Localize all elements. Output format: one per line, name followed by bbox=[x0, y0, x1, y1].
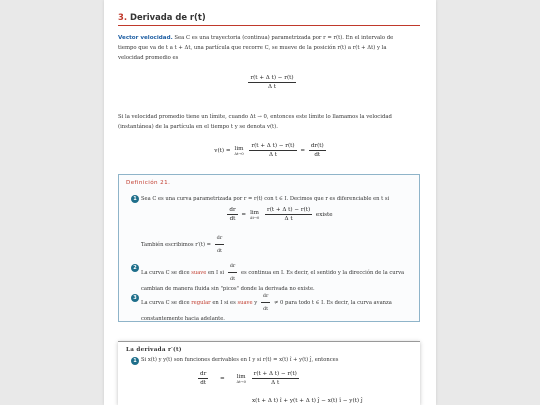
intro-line-3: velocidad promedio es bbox=[118, 55, 179, 61]
low-eq-num: r(t + Δ t) − r(t) bbox=[253, 371, 297, 377]
definition-item-1-badge: 1 bbox=[131, 195, 139, 203]
def3-frac-num: dr bbox=[261, 291, 271, 303]
def3-post: ≠ 0 para todo t ∈ I. Es decir, la curva avanza bbox=[274, 300, 392, 306]
def1-also-den: dt bbox=[216, 248, 223, 254]
intro-line-2: tiempo que va de t a t + Δt, una partícula que recorre C, se mueve de la posición r(t) a r(t + Δt) y la bbox=[118, 45, 387, 51]
definition-item-2-text bbox=[141, 261, 411, 294]
definition-item-3-text bbox=[141, 291, 411, 324]
def1-also-text: También escribimos r′(t) = bbox=[141, 242, 212, 248]
def3-word-suave: suave bbox=[237, 300, 253, 306]
section-title bbox=[118, 12, 206, 22]
section-number: 3. bbox=[118, 12, 128, 22]
low-eq-lim-sub: Δt→0 bbox=[236, 379, 246, 384]
eq2-rhs-denominator: dt bbox=[314, 152, 321, 158]
def3-frac-den: dt bbox=[262, 306, 269, 312]
def1-eq-equals: = bbox=[241, 212, 247, 218]
def2-pre: La curva C se dice bbox=[141, 270, 190, 276]
def2-word-suave: suave bbox=[191, 270, 207, 276]
eq2-equals: = bbox=[300, 148, 306, 154]
def3-pre: La curva C se dice bbox=[141, 300, 190, 306]
definition-item-2-badge: 2 bbox=[131, 264, 139, 272]
low-eq-lhs-den: dt bbox=[200, 380, 207, 386]
derivative-box-rule bbox=[118, 341, 420, 342]
definition-title: Definición 21. bbox=[126, 180, 171, 186]
equation-average-velocity bbox=[232, 75, 312, 90]
def3-mid: en I si es bbox=[212, 300, 236, 306]
eq2-lim: lim bbox=[234, 145, 244, 152]
def2-mid: en I si bbox=[207, 270, 225, 276]
def1-eq-lhs-num: dr bbox=[229, 207, 236, 213]
derivative-item-1-text: Si x(t) y y(t) son funciones derivables en I y si r(t) = x(t) î + y(t) ĵ, entonces bbox=[141, 357, 339, 363]
derivative-equation-cut-line: x(t + Δ t) î + y(t + Δ t) ĵ − x(t) î − y(t) ĵ bbox=[252, 398, 363, 404]
section-title-text: Derivada de r(t) bbox=[130, 12, 206, 22]
def2-line-2: cambian de manera fluida sin "picos" donde la derivada no existe. bbox=[141, 286, 315, 292]
eq2-lhs: v(t) = bbox=[214, 148, 231, 154]
def2-frac-num: dr bbox=[228, 261, 238, 273]
def3-line-2: constantemente hacia adelante. bbox=[141, 316, 225, 322]
def3-word-regular: regular bbox=[191, 300, 211, 306]
eq2-rhs-numerator: dr(t) bbox=[310, 143, 324, 149]
low-eq-equals: = bbox=[220, 376, 225, 382]
derivative-equation bbox=[196, 371, 326, 386]
def2-post: es continua en I. Es decir, el sentido y la dirección de la curva bbox=[240, 270, 405, 276]
equation-velocity bbox=[196, 143, 346, 158]
intro-line-1: Sea C es una trayectoria (continua) parametrizada por r = r(t). En el intervalo de bbox=[174, 35, 394, 41]
eq1-denominator: Δ t bbox=[267, 84, 277, 90]
def1-also-num: dr bbox=[215, 233, 225, 245]
eq2-denominator: Δ t bbox=[268, 152, 278, 158]
low-eq-den: Δ t bbox=[271, 380, 280, 386]
derivative-item-1-badge: 1 bbox=[131, 357, 139, 365]
def1-eq-num: r(t + Δ t) − r(t) bbox=[267, 207, 311, 213]
para2-line-2: (instantánea) de la partícula en el tiempo t y se denota v(t). bbox=[118, 124, 278, 130]
low-eq-lim: lim bbox=[236, 373, 246, 380]
definition-item-1-equation bbox=[224, 207, 334, 222]
definition-item-3-badge: 3 bbox=[131, 294, 139, 302]
para2-line-1: Si la velocidad promedio tiene un límite, cuando Δt → 0, entonces este límite lo llamamos la velocidad bbox=[118, 114, 392, 120]
def1-eq-tail: existe bbox=[315, 212, 333, 218]
def1-eq-den: Δ t bbox=[284, 216, 293, 222]
def2-frac-den: dt bbox=[229, 276, 236, 282]
def3-and: y bbox=[254, 300, 258, 306]
section-rule bbox=[118, 25, 420, 26]
eq2-numerator: r(t + Δ t) − r(t) bbox=[251, 143, 295, 149]
definition-item-1-also bbox=[141, 233, 411, 256]
derivative-box-title: La derivada r′(t) bbox=[126, 347, 182, 353]
limit-paragraph bbox=[118, 112, 420, 132]
def1-eq-lim-sub: Δt→0 bbox=[249, 215, 260, 220]
intro-lead: Vector velocidad. bbox=[118, 35, 173, 41]
eq1-numerator: r(t + Δ t) − r(t) bbox=[250, 75, 294, 81]
def1-eq-lhs-den: dt bbox=[229, 216, 236, 222]
definition-item-1-text: Sea C es una curva parametrizada por r = r(t) con t ∈ I. Decimos que r es diferenciable en t si bbox=[141, 196, 390, 202]
def1-eq-lim: lim bbox=[250, 209, 259, 216]
eq2-lim-sub: Δt→0 bbox=[234, 151, 244, 156]
intro-paragraph bbox=[118, 33, 420, 63]
low-eq-lhs-num: dr bbox=[200, 371, 207, 377]
